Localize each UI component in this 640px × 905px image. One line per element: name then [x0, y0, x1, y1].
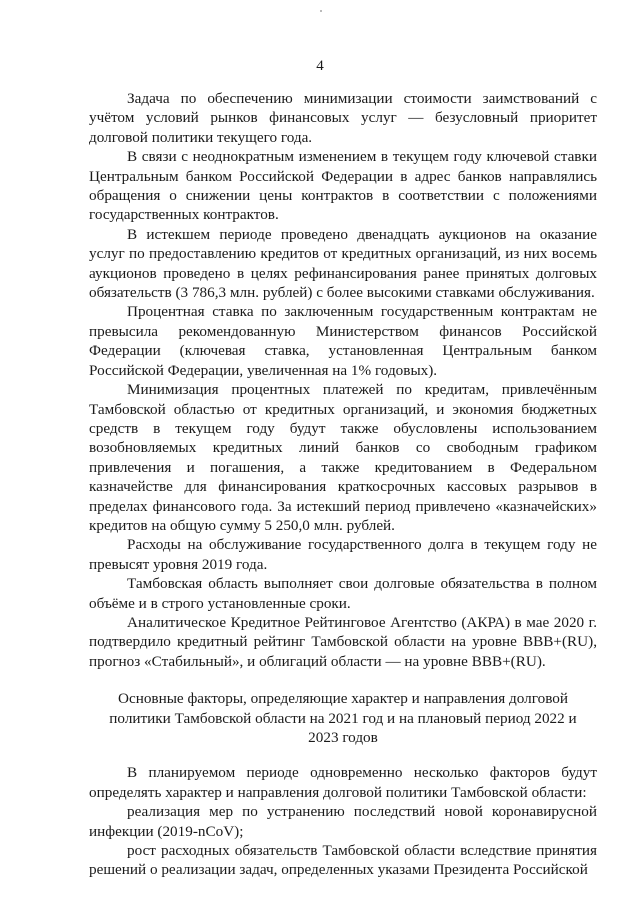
paragraph: реализация мер по устранению последствий новой коронавирусной инфекции (2019-nCoV); — [89, 803, 597, 840]
paragraph: Минимизация процентных платежей по кредитам, привлечённым Тамбовской областью от кредитных организаций, и экономия бюджетных средств в текущем году будут также обусловлены использованием возобновляемых кредитных линий банков со свободным графиком привлечения и погашения, а также кредитованием в Федеральном казначействе для финансирования краткосрочных кассовых разрывов в пределах финансового года. За истекший период привлечено «казначейских» кредитов на общую сумму 5 250,0 млн. рублей. — [89, 381, 597, 534]
section-heading: Основные факторы, определяющие характер и направления долговой политики Тамбовской области на 2021 год и на плановый период 2022 и 2023 годов — [109, 690, 577, 746]
page-number: 4 — [316, 58, 324, 74]
paragraph: В планируемом периоде одновременно несколько факторов будут определять характер и направления долговой политики Тамбовской области: — [89, 764, 597, 801]
scan-mark — [320, 10, 322, 12]
paragraph: В истекшем периоде проведено двенадцать аукционов на оказание услуг по предоставлению кредитов от кредитных организаций, из них восемь аукционов проведено в целях рефинансирования ранее принятых долговых обязательств (3 786,3 млн. рублей) с более высокими ставками обслуживания. — [89, 225, 597, 302]
paragraph: Расходы на обслуживание государственного долга в текущем году не превысят уровня 2019 года. — [89, 536, 597, 573]
paragraph: Тамбовская область выполняет свои долговые обязательства в полном объёме и в строго установленные сроки. — [89, 575, 597, 612]
document-body — [89, 89, 597, 880]
paragraph: Аналитическое Кредитное Рейтинговое Агентство (АКРА) в мае 2020 г. подтвердило кредитный рейтинг Тамбовской области на уровне BBB+(RU), прогноз «Стабильный», и облигаций области — на уровне BBB+(RU). — [89, 613, 597, 670]
paragraph: Процентная ставка по заключенным государственным контрактам не превысила рекомендованную Министерством финансов Российской Федерации (ключевая ставка, установленная Центральным банком Российской Федерации, увеличенная на 1% годовых). — [89, 303, 597, 379]
paragraph: рост расходных обязательств Тамбовской области вследствие принятия решений о реализации задач, определенных указами Президента Российской — [89, 842, 597, 879]
paragraph: Задача по обеспечению минимизации стоимости заимствований с учётом условий рынков финансовых услуг — безусловный приоритет долговой политики текущего года. — [89, 90, 597, 146]
paragraph: В связи с неоднократным изменением в текущем году ключевой ставки Центральным банком Российской Федерации в адрес банков направлялись обращения о снижении цены контрактов в соответствии с положениями государственных контрактов. — [89, 148, 597, 224]
